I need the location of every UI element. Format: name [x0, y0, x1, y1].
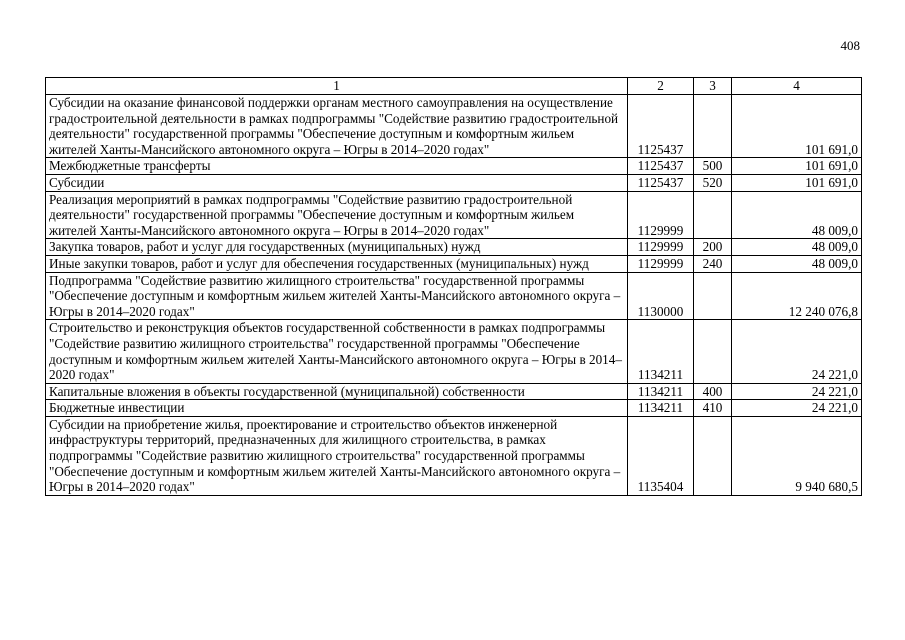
- row-target-code: 1129999: [628, 255, 694, 272]
- row-name: Субсидии: [46, 174, 628, 191]
- table-row: [46, 95, 862, 158]
- table-row: [46, 174, 862, 191]
- row-target-code: 1125437: [628, 174, 694, 191]
- row-name: Субсидии на приобретение жилья, проектирование и строительство объектов инженерной инфраструктуры территорий, предназначенных для жилищного строительства, в рамках подпрограммы "Содействие развитию жилищного строительства" государственной программы "Обеспечение доступным и комфортным жильем жителей Ханты-Мансийского автономного округа – Югры в 2014–2020 годах": [46, 416, 628, 495]
- column-header-target-code: 2: [628, 78, 694, 95]
- row-name: Бюджетные инвестиции: [46, 400, 628, 417]
- row-expense-type: [694, 95, 732, 158]
- row-target-code: 1134211: [628, 400, 694, 417]
- row-name: Закупка товаров, работ и услуг для государственных (муниципальных) нужд: [46, 239, 628, 256]
- row-expense-type: 500: [694, 158, 732, 175]
- row-expense-type: [694, 191, 732, 239]
- header-row: [46, 78, 862, 95]
- row-target-code: 1134211: [628, 320, 694, 383]
- table-row: [46, 383, 862, 400]
- row-expense-type: 400: [694, 383, 732, 400]
- row-amount: 101 691,0: [732, 174, 862, 191]
- row-target-code: 1134211: [628, 383, 694, 400]
- table-row: [46, 320, 862, 383]
- row-expense-type: 410: [694, 400, 732, 417]
- row-amount: 9 940 680,5: [732, 416, 862, 495]
- row-name: Капитальные вложения в объекты государственной (муниципальной) собственности: [46, 383, 628, 400]
- column-header-expense-type: 3: [694, 78, 732, 95]
- row-target-code: 1130000: [628, 272, 694, 320]
- page-number: 408: [840, 38, 860, 53]
- row-amount: 48 009,0: [732, 191, 862, 239]
- row-amount: 101 691,0: [732, 158, 862, 175]
- row-expense-type: 520: [694, 174, 732, 191]
- table-row: [46, 158, 862, 175]
- table-row: [46, 191, 862, 239]
- table-row: [46, 416, 862, 495]
- row-target-code: 1125437: [628, 95, 694, 158]
- row-expense-type: 200: [694, 239, 732, 256]
- row-amount: 48 009,0: [732, 255, 862, 272]
- row-name: Строительство и реконструкция объектов государственной собственности в рамках подпрограммы "Содействие развитию жилищного строительства" государственной программы "Обеспечение доступным и комфортным жильем жителей Ханты-Мансийского автономного округа – Югры в 2014–2020 годах": [46, 320, 628, 383]
- row-name: Подпрограмма "Содействие развитию жилищного строительства" государственной программы "Обеспечение доступным и комфортным жильем жителей Ханты-Мансийского автономного округа – Югры в 2014–2020 годах": [46, 272, 628, 320]
- row-name: Субсидии на оказание финансовой поддержки органам местного самоуправления на осуществление градостроительной деятельности в рамках подпрограммы "Содействие развитию градостроительной деятельности" государственной программы "Обеспечение доступным и комфортным жильем жителей Ханты-Мансийского автономного округа – Югры в 2014–2020 годах": [46, 95, 628, 158]
- row-name: Иные закупки товаров, работ и услуг для обеспечения государственных (муниципальных) нужд: [46, 255, 628, 272]
- row-amount: 12 240 076,8: [732, 272, 862, 320]
- row-expense-type: 240: [694, 255, 732, 272]
- row-expense-type: [694, 320, 732, 383]
- row-expense-type: [694, 416, 732, 495]
- table-row: [46, 239, 862, 256]
- column-header-name: 1: [46, 78, 628, 95]
- row-expense-type: [694, 272, 732, 320]
- row-target-code: 1129999: [628, 191, 694, 239]
- row-target-code: 1129999: [628, 239, 694, 256]
- row-amount: 48 009,0: [732, 239, 862, 256]
- column-header-amount: 4: [732, 78, 862, 95]
- budget-table: [45, 77, 862, 496]
- table-row: [46, 255, 862, 272]
- row-target-code: 1135404: [628, 416, 694, 495]
- row-amount: 24 221,0: [732, 320, 862, 383]
- row-amount: 24 221,0: [732, 383, 862, 400]
- table-row: [46, 272, 862, 320]
- row-name: Реализация мероприятий в рамках подпрограммы "Содействие развитию градостроительной деятельности" государственной программы "Обеспечение доступным и комфортным жильем жителей Ханты-Мансийского автономного округа – Югры в 2014–2020 годах": [46, 191, 628, 239]
- row-target-code: 1125437: [628, 158, 694, 175]
- row-name: Межбюджетные трансферты: [46, 158, 628, 175]
- table-row: [46, 400, 862, 417]
- row-amount: 101 691,0: [732, 95, 862, 158]
- row-amount: 24 221,0: [732, 400, 862, 417]
